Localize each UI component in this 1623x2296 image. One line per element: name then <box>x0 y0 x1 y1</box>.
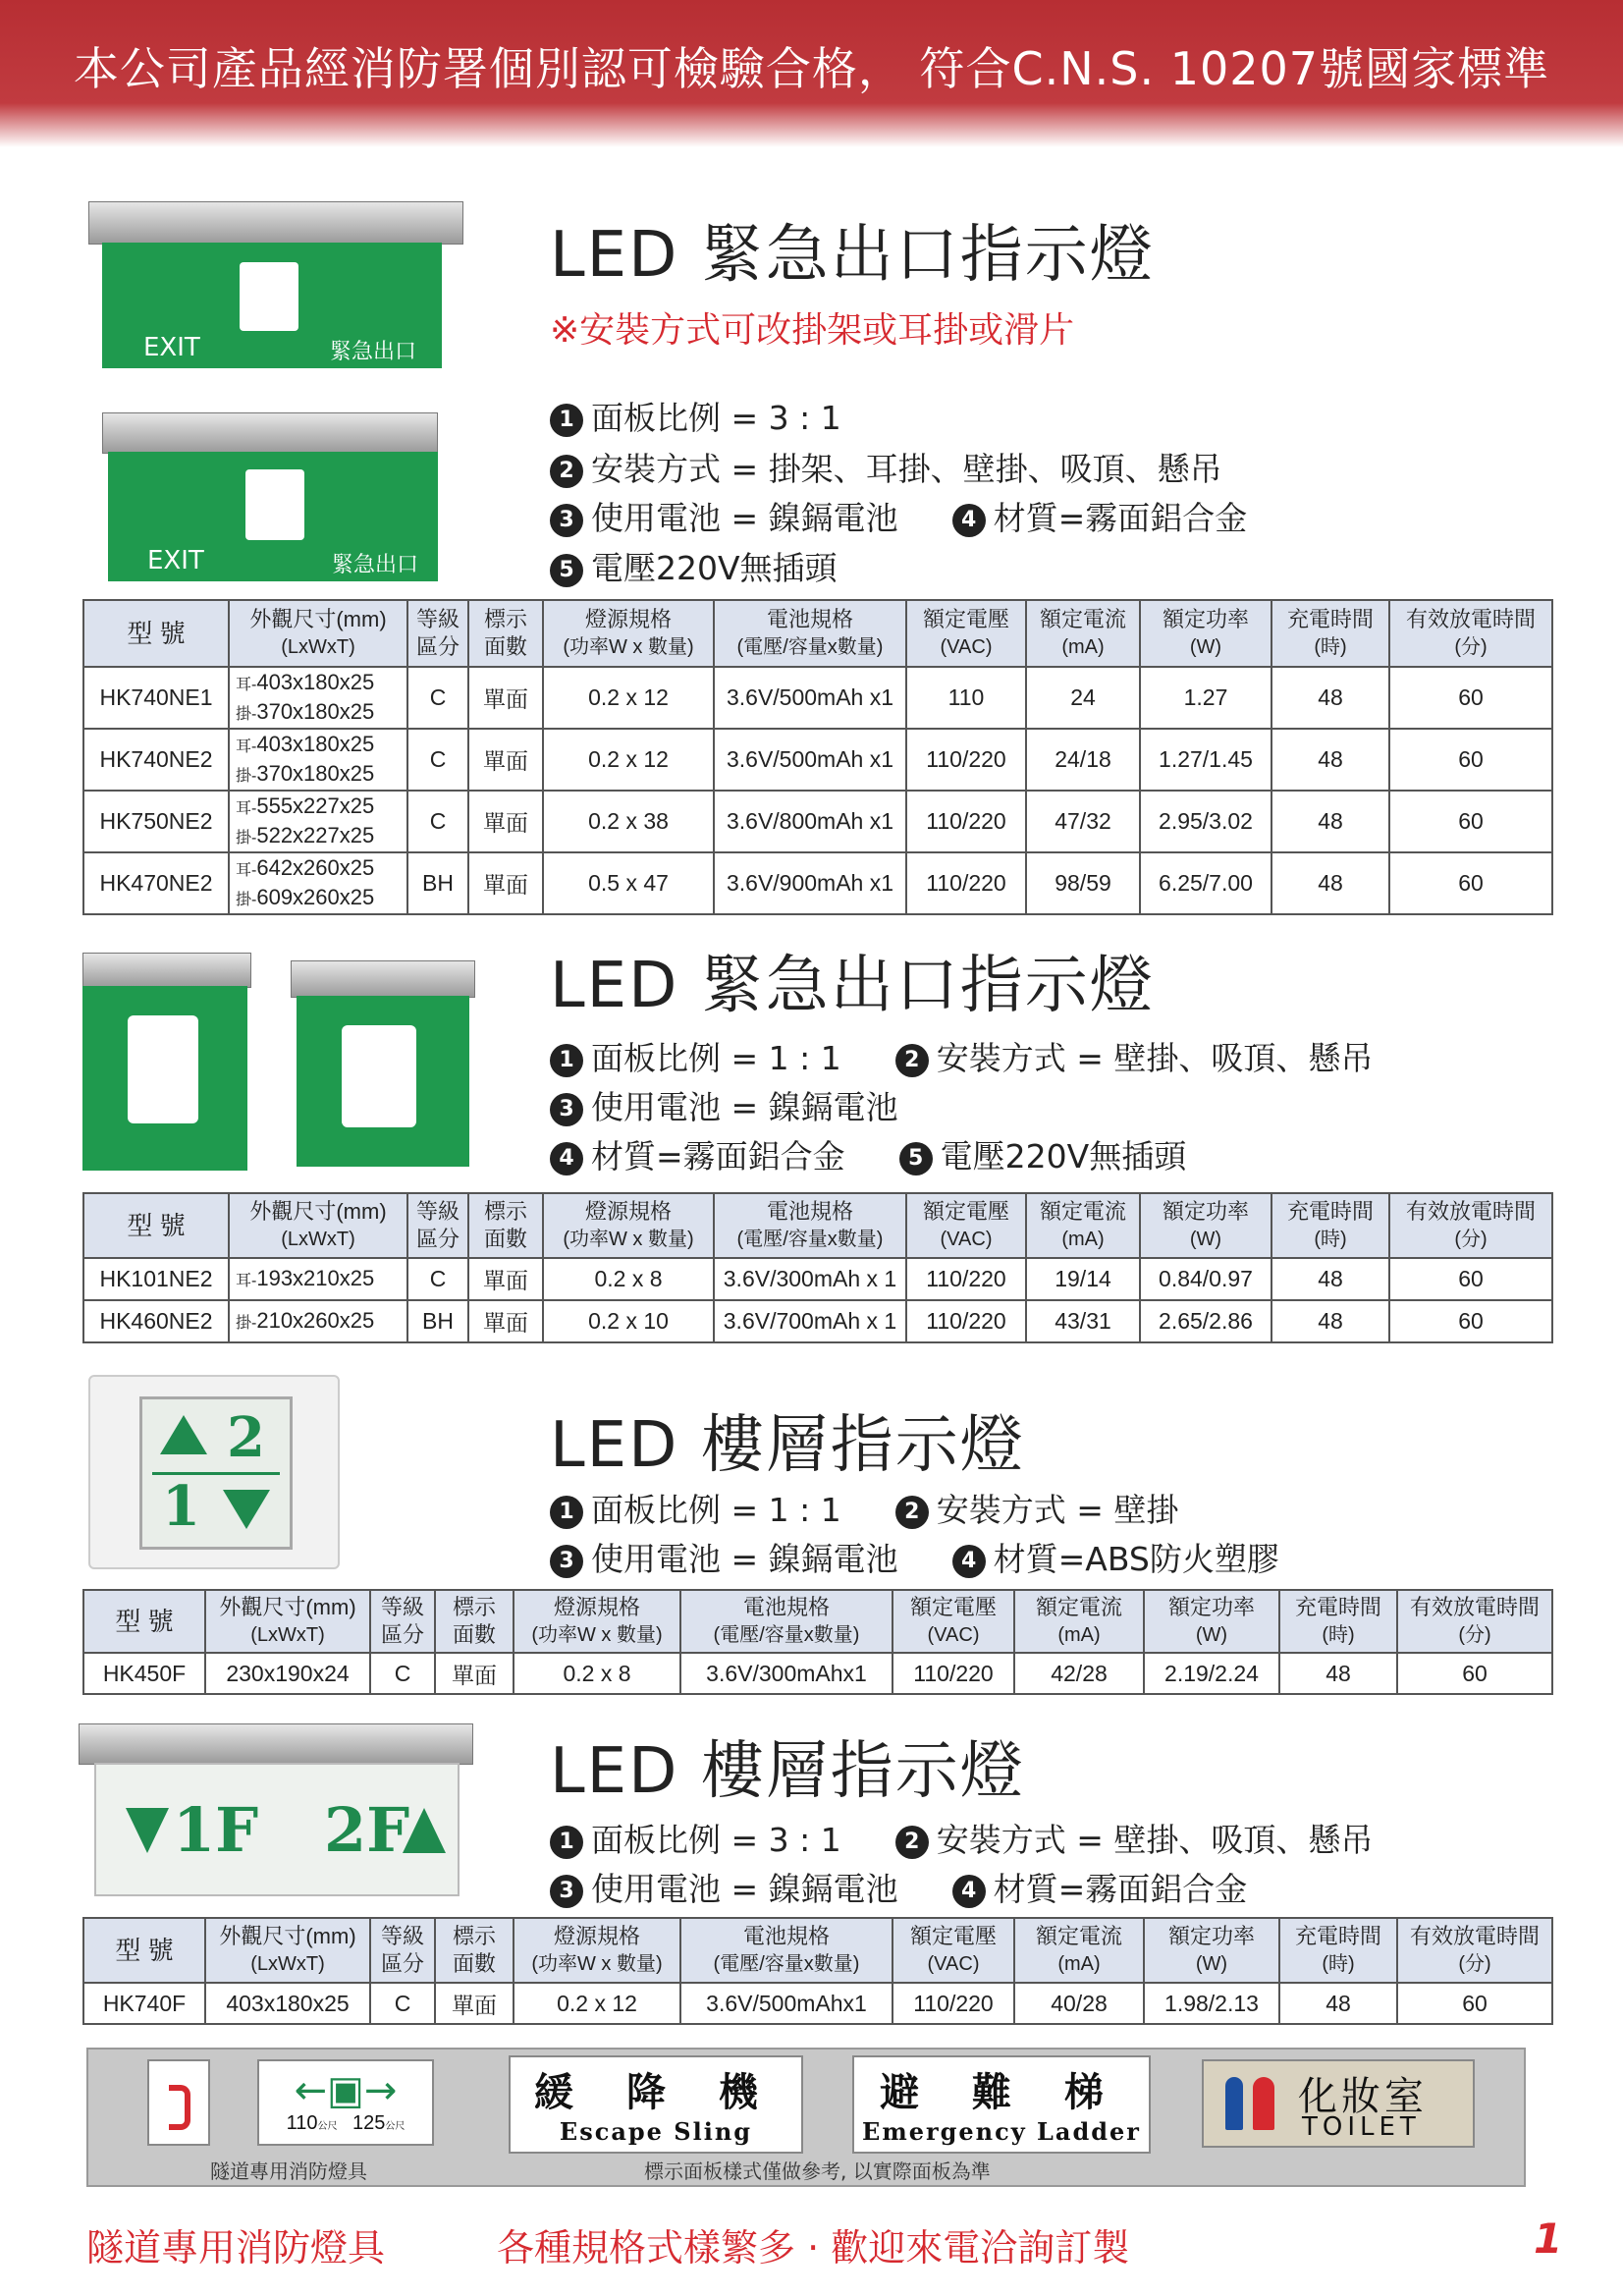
distance-right: 125 <box>352 2112 386 2134</box>
running-man-icon <box>342 1025 416 1127</box>
running-man-icon <box>240 262 298 331</box>
product1-panel-bottom <box>108 452 438 581</box>
section1-spec-table <box>82 599 1553 915</box>
male-icon <box>1225 2077 1243 2130</box>
section3-feature-row1: 1 面板比例 = 1 : 1 2 安裝方式 = 壁掛 <box>550 1485 1178 1531</box>
section2-title: LED 緊急出口指示燈 <box>550 950 1155 1022</box>
product3-panel <box>88 1375 340 1569</box>
distance-left: 110 <box>286 2112 318 2134</box>
down-arrow-icon <box>223 1490 270 1529</box>
up-arrow-icon <box>403 1808 446 1853</box>
table-row: HK470NE2 耳-642x260x25 掛-609x260x25 BH 單面 0.5 x 47 3.6V/900mAh x1 110/220 98/59 6.25/7.00 48 60 <box>83 852 1552 914</box>
product2b-panel <box>297 996 469 1167</box>
panel-cn-text: 緊急出口 <box>332 553 419 577</box>
tunnel-distance-sign: ←▣→ 110公尺 125公尺 <box>257 2059 434 2146</box>
female-icon <box>1253 2077 1274 2130</box>
panel-cn-text: 緊急出口 <box>330 340 417 364</box>
panel-exit-text: EXIT <box>147 546 204 575</box>
section2-feature-row1: 1 面板比例 = 1 : 1 2 安裝方式 = 壁掛、吸頂、懸吊 <box>550 1033 1373 1079</box>
table-row: HK740NE1 耳-403x180x25 掛-370x180x25 C 單面 0.2 x 12 3.6V/500mAh x1 110 24 1.27 48 60 <box>83 667 1552 729</box>
caption-reference: 標示面板樣式僅做參考, 以實際面板為準 <box>644 2159 991 2183</box>
section1-feature-row3: 3 使用電池 = 鎳鎘電池 4 材質=霧面鋁合金 <box>550 493 1247 539</box>
floor-indicator-face <box>139 1396 293 1550</box>
product1-panel-top <box>102 243 442 368</box>
table-header-row: 型 號 外觀尺寸(mm) (LxWxT) 等級 區分 標示 面數 燈源規格 (功率W x 數量) 電池規格 (電壓/容量x數量) 額定電壓 (VAC) 額定電流 (mA) 額定功率 (W) 充電時間 (時) 有效放電時間 (分) <box>83 1590 1552 1653</box>
product4-panel <box>94 1763 460 1896</box>
tunnel-phone-sign <box>147 2059 210 2146</box>
panel-left-floor: 1F <box>173 1794 259 1866</box>
panel-down-floor: 1 <box>162 1474 200 1539</box>
section2-feature-row3: 4 材質=霧面鋁合金 5 電壓220V無插頭 <box>550 1131 1186 1177</box>
caption-tunnel: 隧道專用消防燈具 <box>210 2159 367 2183</box>
section1-feature-row1: 1 面板比例 = 3 : 1 <box>550 393 841 439</box>
table-header-row: 型 號 外觀尺寸(mm) (LxWxT) 等級 區分 標示 面數 燈源規格 (功率W x 數量) 電池規格 (電壓/容量x數量) 額定電壓 (VAC) 額定電流 (mA) 額定功率 (W) 充電時間 (時) 有效放電時間 (分) <box>83 600 1552 667</box>
table-header-row: 型 號 外觀尺寸(mm) (LxWxT) 等級 區分 標示 面數 燈源規格 (功率W x 數量) 電池規格 (電壓/容量x數量) 額定電壓 (VAC) 額定電流 (mA) 額定功率 (W) 充電時間 (時) 有效放電時間 (分) <box>83 1918 1552 1983</box>
section1-feature-row2: 2 安裝方式 = 掛架、耳掛、壁掛、吸頂、懸吊 <box>550 444 1222 490</box>
section2-feature-row2: 3 使用電池 = 鎳鎘電池 <box>550 1082 898 1128</box>
sign-samples-strip <box>86 2048 1526 2187</box>
running-man-icon <box>245 469 304 540</box>
product1-rail-bottom <box>102 412 438 454</box>
section3-feature-row2: 3 使用電池 = 鎳鎘電池 4 材質=ABS防火塑膠 <box>550 1534 1279 1580</box>
emergency-ladder-sign: 避 難 梯 Emergency Ladder <box>852 2055 1151 2154</box>
panel-exit-text: EXIT <box>143 333 200 362</box>
table-row: HK460NE2 掛-210x260x25 BH 單面 0.2 x 10 3.6V/700mAh x 1 110/220 43/31 2.65/2.86 48 60 <box>83 1300 1552 1342</box>
toilet-sign: 化妝室 TOILET <box>1202 2059 1475 2148</box>
section2-spec-table <box>82 1192 1553 1343</box>
product2b-rail <box>291 960 475 998</box>
section1-feature-row4: 5 電壓220V無插頭 <box>550 543 838 589</box>
section4-spec-table <box>82 1917 1553 2025</box>
section3-spec-table <box>82 1589 1553 1695</box>
running-man-icon <box>128 1015 198 1123</box>
product4-rail <box>79 1723 473 1765</box>
section4-feature-row1: 1 面板比例 = 3 : 1 2 安裝方式 = 壁掛、吸頂、懸吊 <box>550 1815 1373 1861</box>
table-row: HK101NE2 耳-193x210x25 C 單面 0.2 x 8 3.6V/300mAh x 1 110/220 19/14 0.84/0.97 48 60 <box>83 1258 1552 1300</box>
escape-sling-sign: 緩 降 機 Escape Sling <box>509 2055 803 2154</box>
panel-up-floor: 2 <box>227 1405 265 1470</box>
table-header-row: 型 號 外觀尺寸(mm) (LxWxT) 等級 區分 標示 面數 燈源規格 (功率W x 數量) 電池規格 (電壓/容量x數量) 額定電壓 (VAC) 額定電流 (mA) 額定功率 (W) 充電時間 (時) 有效放電時間 (分) <box>83 1193 1552 1258</box>
down-arrow-icon <box>126 1808 169 1853</box>
product1-rail-top <box>88 201 463 245</box>
double-arrow-icon: ←▣→ <box>294 2068 398 2113</box>
table-row: HK750NE2 耳-555x227x25 掛-522x227x25 C 單面 0.2 x 38 3.6V/800mAh x1 110/220 47/32 2.95/3.02 48 60 <box>83 791 1552 852</box>
page-number: 1 <box>1534 2214 1563 2263</box>
section3-title: LED 樓層指示燈 <box>550 1409 1025 1482</box>
table-row: HK740F 403x180x25 C 單面 0.2 x 12 3.6V/500mAhx1 110/220 40/28 1.98/2.13 48 60 <box>83 1983 1552 2024</box>
bottom-mid-text: 各種規格式樣繁多 · 歡迎來電洽詢訂製 <box>497 2226 1130 2269</box>
panel-right-floor: 2F <box>324 1794 410 1866</box>
table-row: HK450F 230x190x24 C 單面 0.2 x 8 3.6V/300mAhx1 110/220 42/28 2.19/2.24 48 60 <box>83 1653 1552 1694</box>
up-arrow-icon <box>160 1415 207 1454</box>
top-banner: 本公司產品經消防署個別認可檢驗合格， 符合C.N.S. 10207號國家標準 <box>0 0 1623 147</box>
section1-note: ※安裝方式可改掛架或耳掛或滑片 <box>550 310 1075 351</box>
table-row: HK740NE2 耳-403x180x25 掛-370x180x25 C 單面 0.2 x 12 3.6V/500mAh x1 110/220 24/18 1.27/1.45 48 60 <box>83 729 1552 791</box>
section4-title: LED 樓層指示燈 <box>550 1735 1025 1808</box>
product2a-rail <box>82 953 251 988</box>
phone-icon <box>169 2085 190 2130</box>
bottom-left-text: 隧道專用消防燈具 <box>86 2226 386 2269</box>
product2a-panel <box>82 986 247 1171</box>
section4-feature-row2: 3 使用電池 = 鎳鎘電池 4 材質=霧面鋁合金 <box>550 1864 1247 1910</box>
section1-title: LED 緊急出口指示燈 <box>550 219 1155 292</box>
